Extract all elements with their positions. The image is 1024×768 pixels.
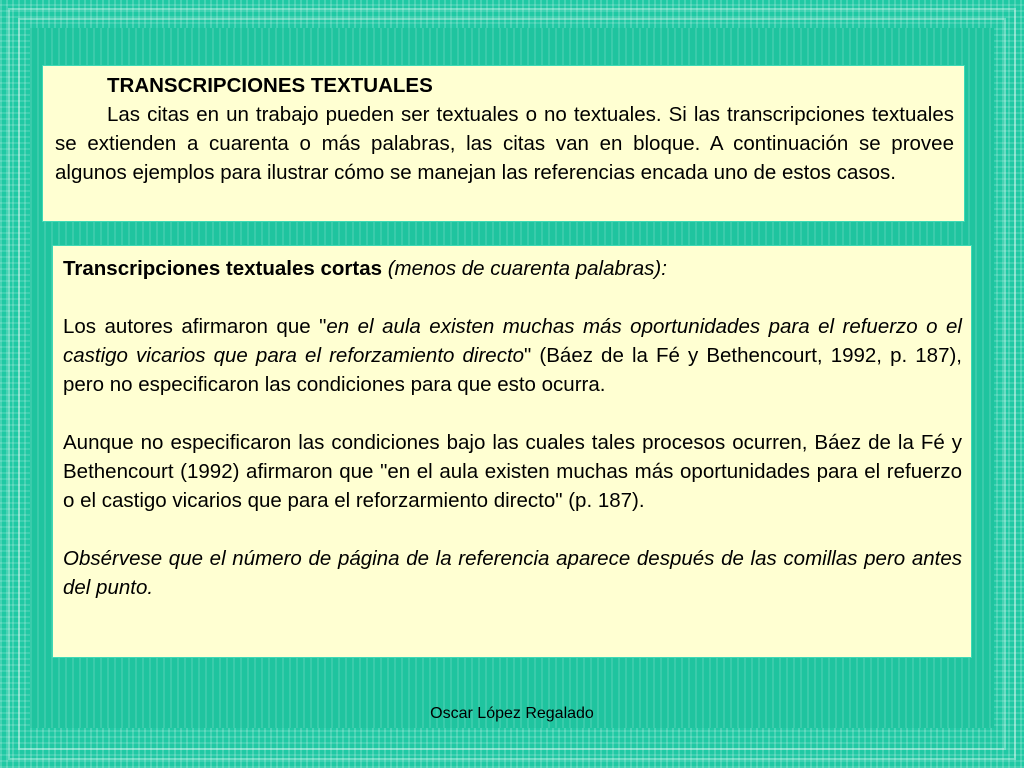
- example1-pre: Los autores afirmaron que ": [63, 315, 327, 338]
- intro-title: TRANSCRIPCIONES TEXTUALES: [107, 74, 433, 97]
- footer-author: Oscar López Regalado: [430, 705, 594, 722]
- example-note: [63, 544, 962, 602]
- examples-heading: [63, 254, 962, 283]
- examples-box: [53, 246, 971, 657]
- examples-heading-italic: (menos de cuarenta palabras):: [382, 257, 667, 280]
- example1-quote: en el aula existen muchas más oportunidades para el refuerzo o el castigo vicarios que para el reforzamiento directo: [63, 315, 962, 367]
- examples-heading-bold: Transcripciones textuales cortas: [63, 257, 383, 280]
- example-short-quote: [63, 312, 962, 399]
- example1-post: " (Báez de la Fé y Bethencourt, 1992, p. 187), pero no especificaron las condiciones para que esto ocurra.: [63, 344, 962, 396]
- intro-body: Las citas en un trabajo pueden ser textuales o no textuales. Si las transcripciones textuales se extienden a cuarenta o más palabras, las citas van en bloque. A continuación se provee algunos ejemplos para ilustrar cómo se manejan las referencias encada uno de estos casos.: [55, 103, 954, 184]
- example-narrative-quote: Aunque no especificaron las condiciones bajo las cuales tales procesos ocurren, Báez de la Fé y Bethencourt (1992) afirmaron que "en el aula existen muchas más oportunidades para el refuerzo o el castigo vicarios que para el reforzarmiento directo" (p. 187).: [63, 431, 962, 512]
- intro-box: [43, 66, 964, 221]
- example-note-text: Obsérvese que el número de página de la referencia aparece después de las comillas pero antes del punto.: [63, 547, 962, 599]
